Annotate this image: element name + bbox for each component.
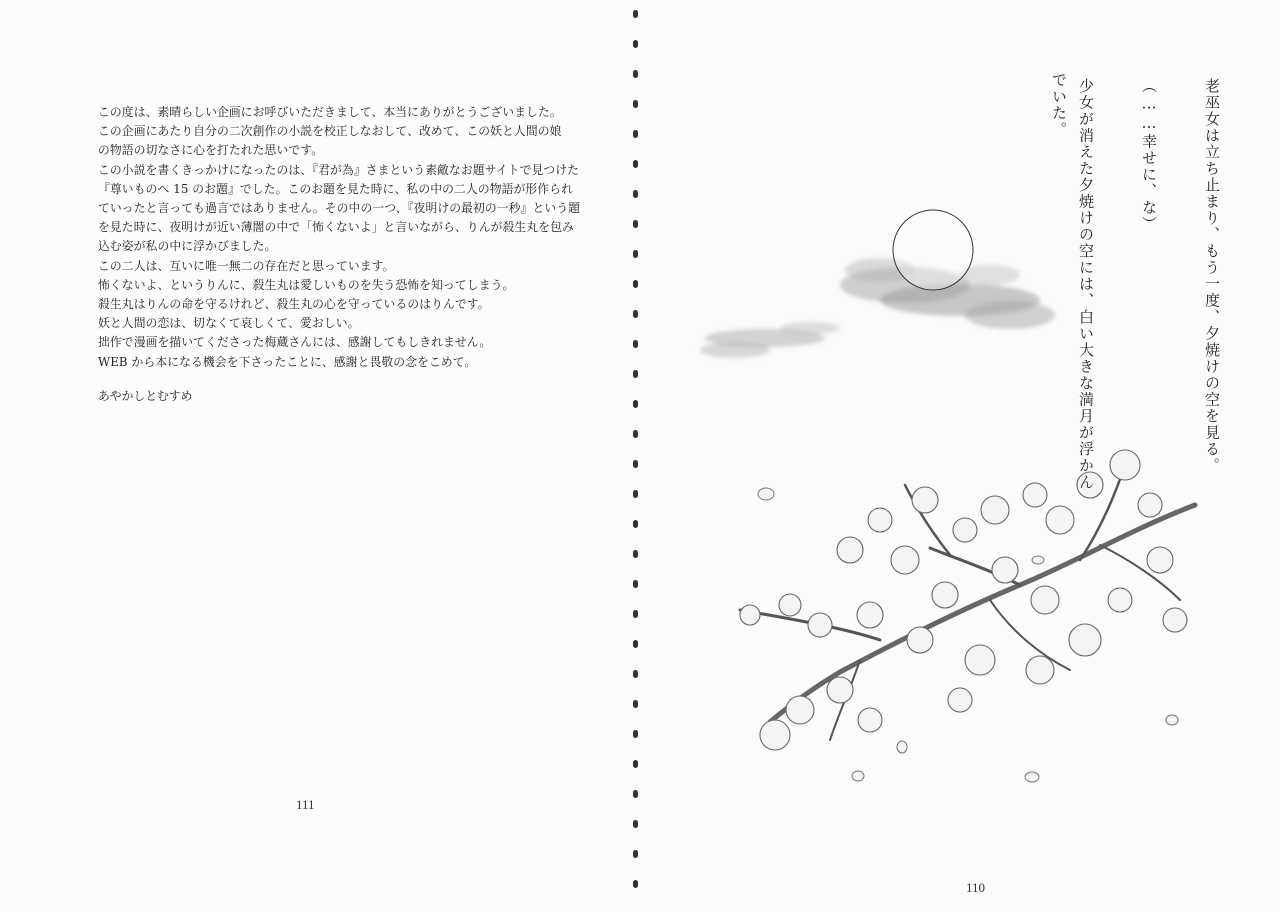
afterword-line: この企画にあたり自分の二次創作の小説を校正しなおして、改めて、この妖と人間の娘 (98, 124, 562, 139)
afterword-line: この度は、素晴らしい企画にお呼びいただきまして、本当にありがとうございました。 (98, 105, 562, 119)
vertical-text-line: （……幸せに、な） (1140, 78, 1158, 233)
vertical-text-line: でいた。 (1050, 72, 1068, 138)
afterword-line: ていったと言っても過言ではありません。その中の一つ、『夜明けの最初の一秒』という題 (98, 201, 581, 216)
afterword-line: この二人は、互いに唯一無二の存在だと思っています。 (98, 258, 395, 273)
author-signature: あやかしとむすめ (98, 389, 193, 403)
page-number-right: 110 (966, 880, 986, 895)
afterword-line: WEB から本になる機会を下さったことに、感謝と畏敬の念をこめて。 (98, 354, 477, 369)
afterword-line: 込む姿が私の中に浮かびました。 (98, 239, 277, 254)
ink-clouds-illustration (700, 258, 1055, 358)
afterword-line: の物語の切なさに心を打たれた思いです。 (98, 143, 324, 158)
afterword-line: 『尊いものへ 15 のお題』でした。このお題を見た時に、私の中の二人の物語が形作られ (98, 181, 573, 196)
afterword-line: を見た時に、夜明けが近い薄闇の中で「怖くないよ」と言いながら、りんが殺生丸を包み (98, 220, 574, 235)
afterword-line: 怖くないよ、というりんに、殺生丸は愛しいものを失う恐怖を知ってしまう。 (98, 277, 515, 292)
page-number-left: 111 (296, 797, 315, 812)
vertical-text-line: 少女が消えた夕焼けの空には、白い大きな満月が浮かん (1077, 78, 1095, 491)
afterword-line: この小説を書くきっかけになったのは、『君が為』さまという素敵なお題サイトで見つけた (98, 162, 580, 177)
vertical-text-line: 老巫女は立ち止まり、もう一度、夕焼けの空を見る。 (1203, 78, 1221, 474)
afterword-line: 殺生丸はりんの命を守るけれど、殺生丸の心を守っているのはりんです。 (98, 297, 490, 312)
afterword-line: 拙作で漫画を描いてくださった梅蔵さんには、感謝してもしきれません。 (98, 335, 492, 350)
afterword-line: 妖と人間の恋は、切なくて哀しくて、愛おしい。 (98, 316, 360, 331)
full-moon-illustration (893, 210, 973, 290)
cherry-blossoms (740, 450, 1187, 750)
